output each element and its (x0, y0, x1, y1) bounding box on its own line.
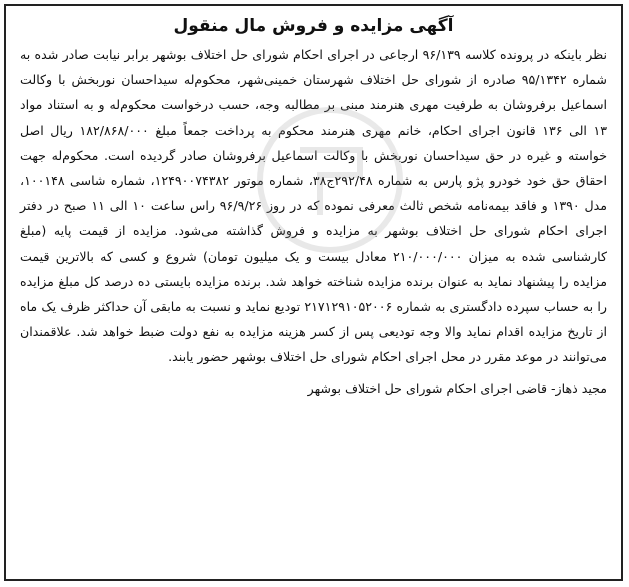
auction-notice (4, 4, 623, 581)
notice-signature: مجید ذهاز- قاضی اجرای احکام شورای حل اختلاف بوشهر (307, 380, 607, 396)
notice-body: نظر باینکه در پرونده کلاسه ۹۶/۱۳۹ ارجاعی در اجرای احکام شورای حل اختلاف بوشهر برابر نیابت صادر شده به شماره ۹۵/۱۳۴۲ صادره از شورای حل اختلاف شهرستان خمینی‌شهر، محکوم‌له سیداحسان نوربخش با وکالت اسماعیل برفروشان به طرفیت مهری هنرمند مبنی بر مطالبه وجه، حسب درخواست محکوم‌له و به استناد مواد ۱۳ الی ۱۳۶ قانون اجرای احکام، خانم مهری هنرمند محکوم به پرداخت جمعاً مبلغ ۱۸۲/۸۶۸/۰۰۰ ریال اصل خواسته و غیره در حق سیداحسان نوربخش با وکالت اسماعیل برفروشان صادر گردیده است. محکوم‌له جهت احقاق حق خود خودرو پژو پارس به شماره ۲۹۲/۴۸ج۳۸، شماره موتور ۱۲۴۹۰۰۷۴۳۸۲، شماره شاسی ۱۰۰۱۴۸، مدل ۱۳۹۰ و فاقد بیمه‌نامه شخص ثالث معرفی نموده که در روز ۹۶/۹/۲۶ راس ساعت ۱۰ الی ۱۱ صبح در دفتر اجرای احکام شورای حل اختلاف بوشهر به مزایده و فروش گذاشته می‌شود. مزایده از قیمت پایه (مبلغ کارشناسی شده به میزان ۲۱۰/۰۰۰/۰۰۰ معادل بیست و یک میلیون تومان) شروع و کسی که بالاترین قیمت مزایده را پیشنهاد نماید به عنوان برنده مزایده شناخته خواهد شد. برنده مزایده بایستی ده درصد کل مبلغ مزایده را به حساب سپرده دادگستری به شماره ۲۱۷۱۲۹۱۰۵۲۰۰۶ تودیع نماید و نسبت به مابقی آن حداکثر ظرف یک ماه از تاریخ مزایده اقدام نماید والا وجه تودیعی پس از کسر هزینه مزایده به نفع دولت ضبط خواهد شد. علاقمندان می‌توانند در موعد مقرر در محل اجرای احکام شورای حل اختلاف بوشهر حضور یابند. (20, 47, 608, 365)
notice-title: آگهی مزایده و فروش مال منقول (173, 16, 454, 36)
